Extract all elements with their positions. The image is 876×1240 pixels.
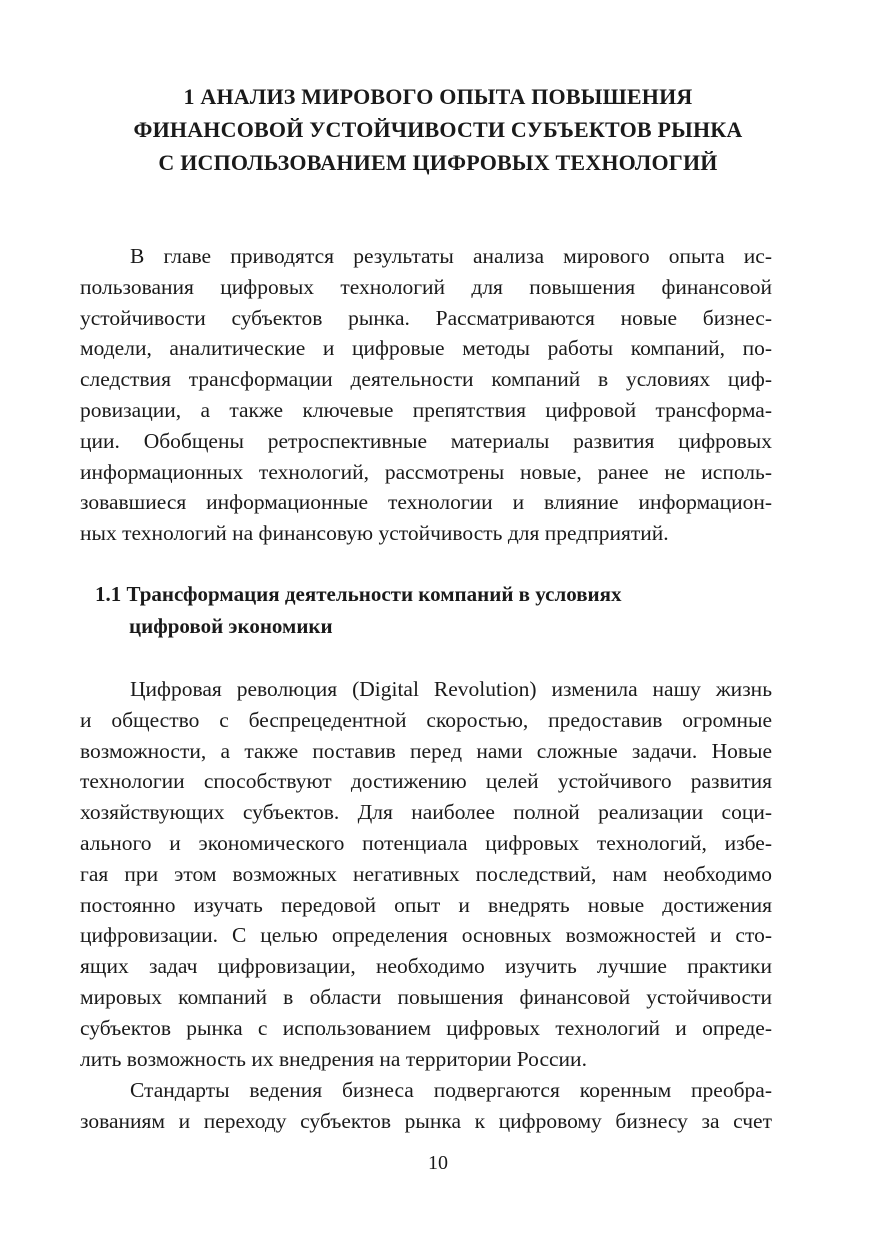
- paragraph-line: модели, аналитические и цифровые методы работы компаний, по-: [80, 336, 772, 361]
- paragraph-line: ящих задач цифровизации, необходимо изучить лучшие практики: [80, 954, 772, 979]
- page-number: 10: [428, 1152, 448, 1174]
- paragraph-line: ных технологий на финансовую устойчивость для предприятий.: [80, 521, 669, 546]
- paragraph-line: технологии способствуют достижению целей устойчивого развития: [80, 769, 772, 794]
- chapter-title-line: С ИСПОЛЬЗОВАНИЕМ ЦИФРОВЫХ ТЕХНОЛОГИЙ: [158, 150, 718, 175]
- paragraph-line: информационных технологий, рассмотрены новые, ранее не исполь-: [80, 459, 772, 484]
- paragraph-line: устойчивости субъектов рынка. Рассматриваются новые бизнес-: [80, 305, 772, 330]
- paragraph-line: зованиям и переходу субъектов рынка к цифровому бизнесу за счет: [80, 1108, 772, 1133]
- paragraph-line: лить возможность их внедрения на территории России.: [80, 1046, 587, 1071]
- intro-paragraph: [80, 241, 772, 549]
- section-title: [95, 578, 622, 642]
- paragraph-line: Цифровая революция (Digital Revolution) изменила нашу жизнь: [130, 677, 772, 701]
- paragraph-line: ции. Обобщены ретроспективные материалы развития цифровых: [80, 428, 772, 453]
- paragraph-line: ровизации, а также ключевые препятствия цифровой трансформа-: [80, 397, 772, 422]
- paragraph-line: ального и экономического потенциала цифровых технологий, избе-: [80, 830, 772, 855]
- chapter-title: [80, 80, 796, 179]
- body-paragraph-2: [80, 1075, 772, 1137]
- paragraph-line: пользования цифровых технологий для повышения финансовой: [80, 274, 772, 299]
- paragraph-line: хозяйствующих субъектов. Для наиболее полной реализации соци-: [80, 800, 772, 825]
- paragraph-line: и общество с беспрецедентной скоростью, предоставив огромные: [80, 707, 772, 732]
- paragraph-line: зовавшиеся информационные технологии и влияние информацион-: [80, 490, 772, 515]
- chapter-title-line: ФИНАНСОВОЙ УСТОЙЧИВОСТИ СУБЪЕКТОВ РЫНКА: [133, 117, 743, 142]
- paragraph-line: Стандарты ведения бизнеса подвергаются коренным преобра-: [130, 1078, 772, 1102]
- chapter-title-line: 1 АНАЛИЗ МИРОВОГО ОПЫТА ПОВЫШЕНИЯ: [183, 84, 693, 109]
- paragraph-line: следствия трансформации деятельности компаний в условиях циф-: [80, 367, 772, 392]
- paragraph-line: цифровизации. С целью определения основных возможностей и сто-: [80, 923, 772, 948]
- paragraph-line: субъектов рынка с использованием цифровых технологий и опреде-: [80, 1015, 772, 1040]
- paragraph-line: мировых компаний в области повышения финансовой устойчивости: [80, 984, 772, 1009]
- paragraph-line: гая при этом возможных негативных последствий, нам необходимо: [80, 861, 772, 886]
- paragraph-line: возможности, а также поставив перед нами сложные задачи. Новые: [80, 738, 772, 763]
- body-paragraph-1: [80, 674, 772, 1074]
- paragraph-line: В главе приводятся результаты анализа мирового опыта ис-: [130, 244, 772, 268]
- section-title-line: цифровой экономики: [129, 614, 333, 638]
- paragraph-line: постоянно изучать передовой опыт и внедрять новые достижения: [80, 892, 772, 917]
- section-title-line: 1.1 Трансформация деятельности компаний в условиях: [95, 582, 622, 606]
